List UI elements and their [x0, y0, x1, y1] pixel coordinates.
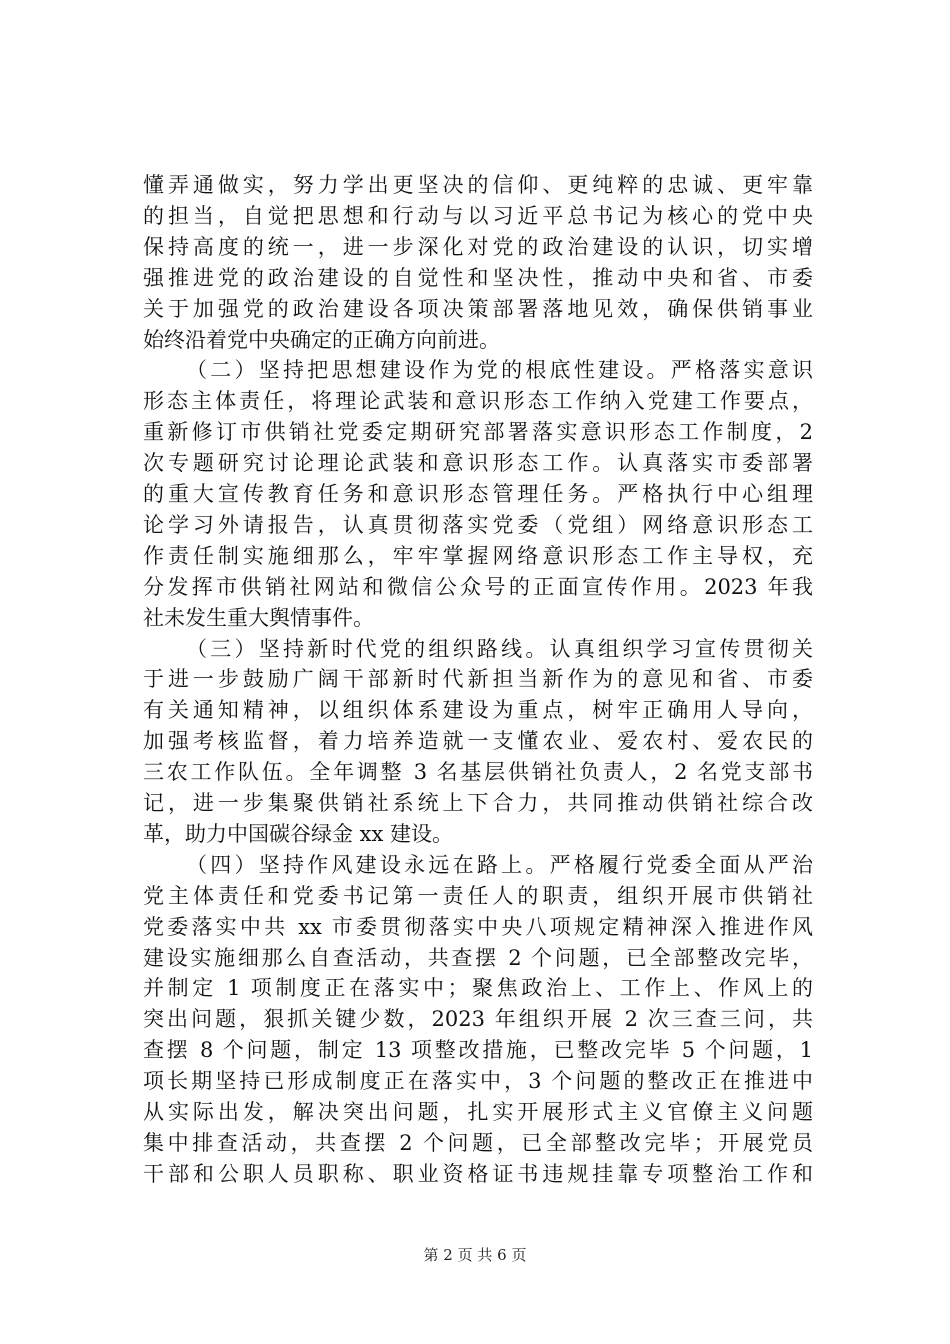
text-line: 查摆 8 个问题，制定 13 项整改措施，已整改完毕 5 个问题，1: [143, 1038, 813, 1063]
text-line: 并制定 1 项制度正在落实中；聚焦政治上、工作上、作风上的: [143, 976, 813, 1001]
text-line: 分发挥市供销社网站和微信公众号的正面宣传作用。2023 年我: [143, 574, 813, 599]
text-line: 有关通知精神，以组织体系建设为重点，树牢正确用人导向，: [143, 698, 813, 723]
text-line: 从实际出发，解决突出问题，扎实开展形式主义官僚主义问题: [143, 1100, 813, 1124]
text-line: 集中排查活动，共查摆 2 个问题，已全部整改完毕；开展党员: [143, 1130, 813, 1155]
text-line: 建设实施细那么自查活动，共查摆 2 个问题，已全部整改完毕，: [143, 945, 813, 970]
text-line: 重新修订市供销社党委定期研究部署落实意识形态工作制度，2: [143, 420, 813, 445]
text-line: 懂弄通做实，努力学出更坚决的信仰、更纯粹的忠诚、更牢靠: [143, 173, 813, 197]
text-line: 突出问题，狠抓关键少数，2023 年组织开展 2 次三查三问，共: [143, 1007, 813, 1032]
paragraph-heading-line: （四）坚持作风建设永远在路上。严格履行党委全面从严治: [186, 852, 813, 877]
page-footer: [0, 1244, 950, 1266]
text-line: 形态主体责任，将理论武装和意识形态工作纳入党建工作要点，: [143, 389, 813, 414]
text-line: 社未发生重大舆情事件。: [143, 605, 374, 630]
text-line: 党委落实中共 xx 市委贯彻落实中央八项规定精神深入推进作风: [143, 914, 813, 939]
text-line: 论学习外请报告，认真贯彻落实党委（党组）网络意识形态工: [143, 512, 813, 537]
text-line: 强推进党的政治建设的自觉性和坚决性，推动中央和省、市委: [143, 265, 813, 290]
text-line: 加强考核监督，着力培养造就一支懂农业、爱农村、爱农民的: [143, 729, 813, 754]
text-line: 记，进一步集聚供销社系统上下合力，共同推动供销社综合改: [143, 791, 813, 815]
text-line: 作责任制实施细那么，牢牢掌握网络意识形态工作主导权，充: [143, 543, 813, 568]
text-line: 干部和公职人员职称、职业资格证书违规挂靠专项整治工作和: [143, 1161, 813, 1186]
text-line: 的重大宣传教育任务和意识形态管理任务。严格执行中心组理: [143, 482, 813, 506]
text-line: 项长期坚持已形成制度正在落实中，3 个问题的整改正在推进中: [143, 1069, 813, 1094]
paragraph-heading-line: （三）坚持新时代党的组织路线。认真组织学习宣传贯彻关: [186, 636, 813, 661]
text-line: 党主体责任和党委书记第一责任人的职责，组织开展市供销社: [143, 883, 813, 908]
text-line: 的担当，自觉把思想和行动与以习近平总书记为核心的党中央: [143, 203, 813, 228]
text-line: 保持高度的统一，进一步深化对党的政治建设的认识，切实增: [143, 234, 813, 259]
text-line: 次专题研究讨论理论武装和意识形态工作。认真落实市委部署: [143, 451, 813, 476]
text-line: 三农工作队伍。全年调整 3 名基层供销社负责人，2 名党支部书: [143, 760, 813, 785]
page-number-label: 第 2 页 共 6 页: [423, 1246, 527, 1264]
text-line: 于进一步鼓励广阔干部新时代新担当新作为的意见和省、市委: [143, 667, 813, 692]
text-line: 始终沿着党中央确定的正确方向前进。: [143, 327, 500, 352]
text-line: 革，助力中国碳谷绿金 xx 建设。: [143, 821, 454, 846]
paragraph-heading-line: （二）坚持把思想建设作为党的根底性建设。严格落实意识: [186, 358, 813, 383]
text-line: 关于加强党的政治建设各项决策部署落地见效，确保供销事业: [143, 296, 813, 321]
